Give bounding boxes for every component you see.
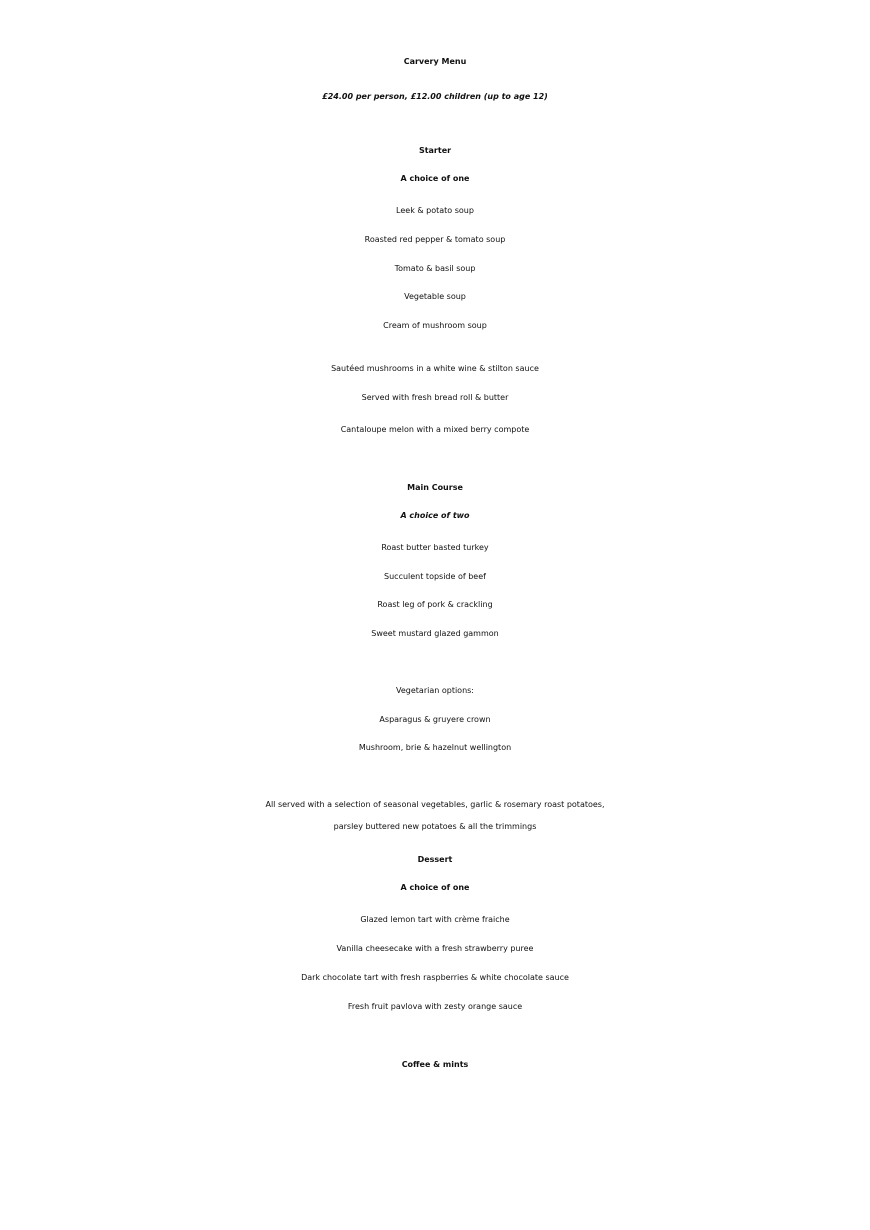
vegetarian-heading: Vegetarian options: [396, 686, 474, 695]
starter-soup-item: Cream of mushroom soup [383, 321, 487, 330]
main-meat-item: Succulent topside of beef [384, 572, 486, 581]
starter-soup-item: Leek & potato soup [396, 206, 474, 215]
starter-soup-item: Roasted red pepper & tomato soup [364, 235, 506, 244]
starter-melon-item: Cantaloupe melon with a mixed berry compote [340, 425, 530, 434]
main-meat-item: Roast butter basted turkey [381, 543, 489, 552]
starter-heading: Starter [418, 146, 452, 155]
closing-line: Coffee & mints [401, 1060, 469, 1069]
accompaniments-note: parsley buttered new potatoes & all the trimmings [333, 822, 537, 831]
main-meat-item: Roast leg of pork & crackling [377, 600, 493, 609]
vegetarian-item: Asparagus & gruyere crown [379, 715, 491, 724]
main-meat-item: Sweet mustard glazed gammon [371, 629, 499, 638]
accompaniments-note: All served with a selection of seasonal vegetables, garlic & rosemary roast potatoes, [265, 800, 605, 809]
vegetarian-item: Mushroom, brie & hazelnut wellington [358, 743, 512, 752]
main-course-heading: Main Course [407, 483, 463, 492]
price-line: £24.00 per person, £12.00 children (up to age 12) [322, 92, 548, 101]
starter-soup-item: Tomato & basil soup [394, 264, 476, 273]
dessert-choice-note: A choice of one [400, 883, 470, 892]
starter-choice-note: A choice of one [400, 174, 470, 183]
dessert-heading: Dessert [417, 855, 453, 864]
dessert-item: Glazed lemon tart with crème fraiche [360, 915, 510, 924]
menu-title: Carvery Menu [403, 57, 467, 66]
starter-soup-item: Vegetable soup [404, 292, 466, 301]
dessert-item: Dark chocolate tart with fresh raspberries & white chocolate sauce [301, 973, 569, 982]
starter-mushroom-item: Sautéed mushrooms in a white wine & stilton sauce [331, 364, 539, 373]
dessert-item: Vanilla cheesecake with a fresh strawberry puree [336, 944, 534, 953]
dessert-item: Fresh fruit pavlova with zesty orange sauce [347, 1002, 523, 1011]
starter-mushroom-note: Served with fresh bread roll & butter [361, 393, 509, 402]
main-course-choice-note: A choice of two [400, 511, 470, 520]
